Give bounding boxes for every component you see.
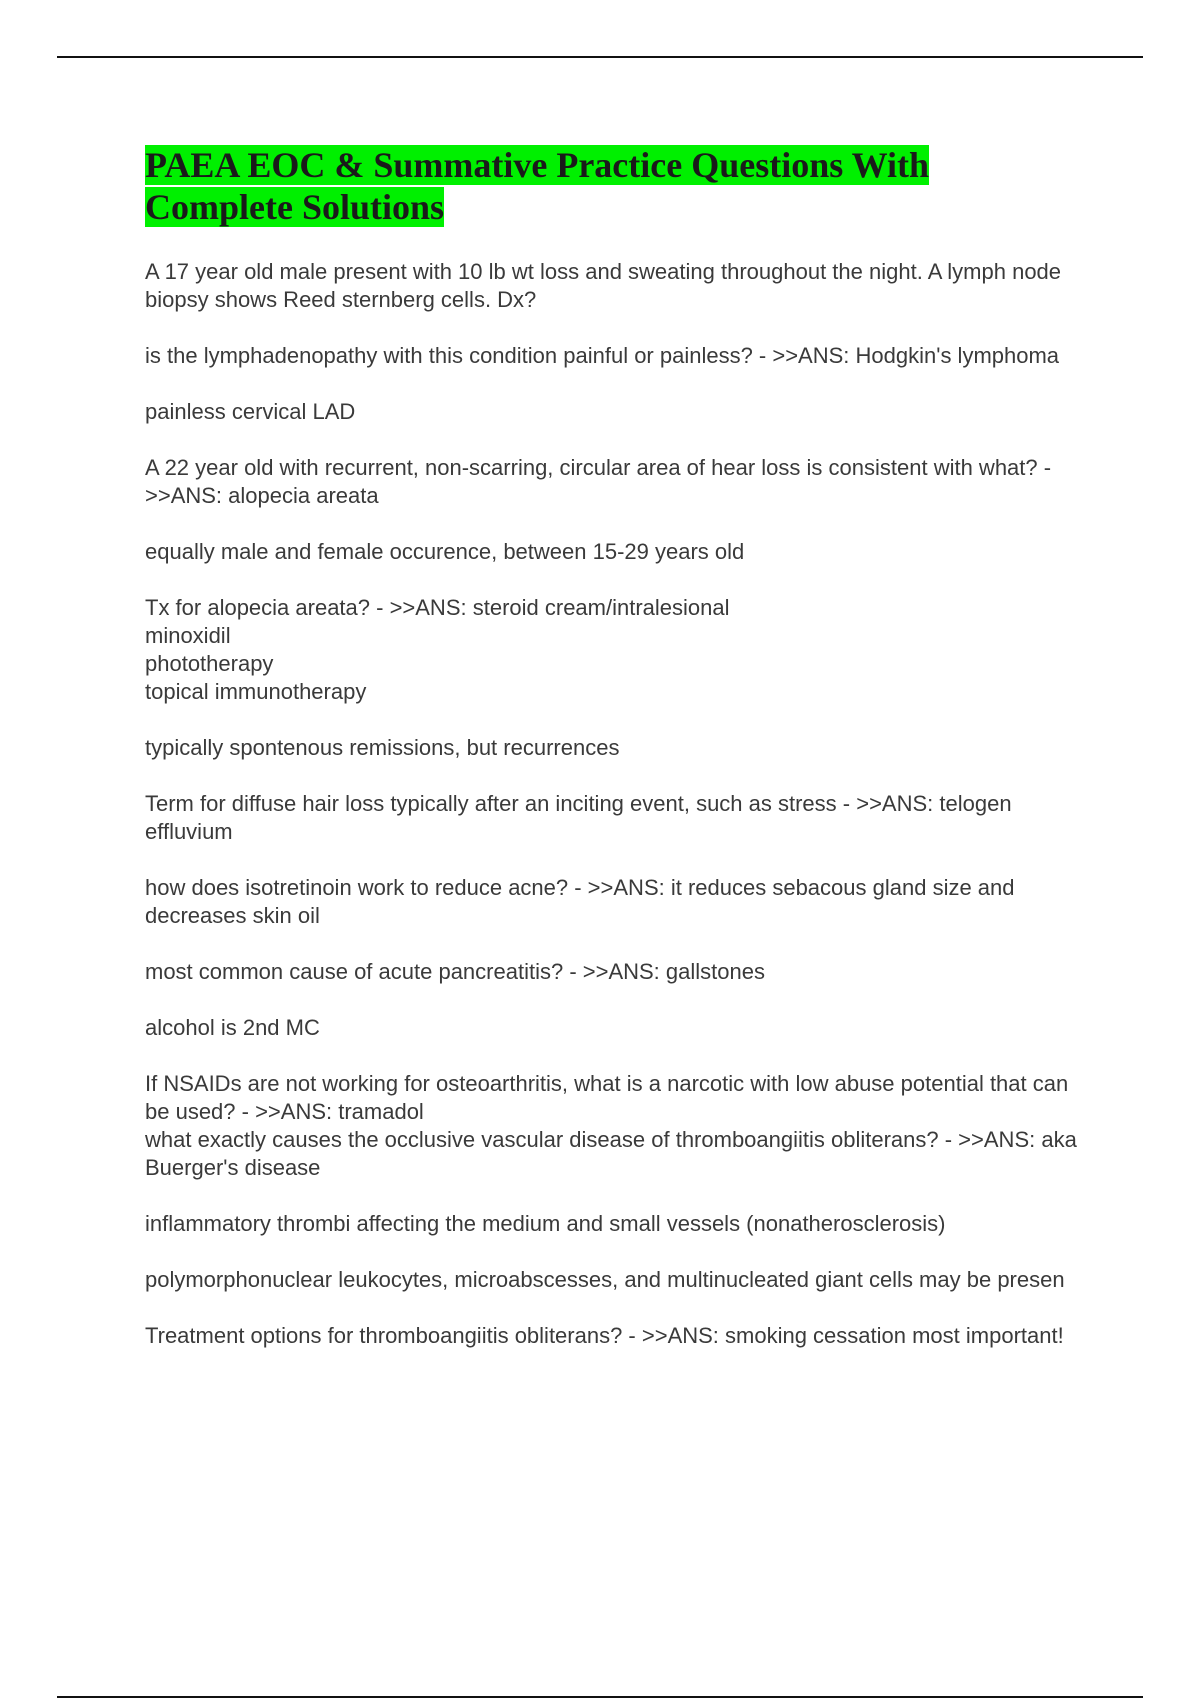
paragraph-4: A 22 year old with recurrent, non-scarring, circular area of hear loss is consistent with what? - >>ANS: alopecia areata [145, 455, 1052, 508]
paragraph-2: is the lymphadenopathy with this condition painful or painless? - >>ANS: Hodgkin's lymphoma [145, 343, 1060, 368]
paragraph-8: Term for diffuse hair loss typically after an inciting event, such as stress - >>ANS: telogen effluvium [145, 791, 1012, 844]
paragraph-6: Tx for alopecia areata? - >>ANS: steroid cream/intralesional minoxidil phototherapy topical immunotherapy [145, 595, 730, 704]
footer-rule [57, 1696, 1143, 1698]
paragraph-15: polymorphonuclear leukocytes, microabscesses, and multinucleated giant cells may be presen [145, 1267, 1065, 1292]
paragraph-12: If NSAIDs are not working for osteoarthritis, what is a narcotic with low abuse potential that can be used? - >>ANS: tramadol [145, 1071, 1069, 1124]
title-highlight: PAEA EOC & Summative Practice Questions With Complete Solutions [145, 145, 929, 227]
paragraph-16: Treatment options for thromboangiitis obliterans? - >>ANS: smoking cessation most important! [145, 1323, 1064, 1348]
header-rule [57, 56, 1143, 58]
paragraph-5: equally male and female occurence, between 15-29 years old [145, 539, 745, 564]
paragraph-13: what exactly causes the occlusive vascular disease of thromboangiitis obliterans? - >>ANS: aka Buerger's disease [145, 1127, 1077, 1180]
paragraph-9: how does isotretinoin work to reduce acne? - >>ANS: it reduces sebacous gland size and decreases skin oil [145, 875, 1015, 928]
document-body [145, 258, 1085, 1378]
paragraph-3: painless cervical LAD [145, 399, 356, 424]
paragraph-10: most common cause of acute pancreatitis? - >>ANS: gallstones [145, 959, 765, 984]
paragraph-1: A 17 year old male present with 10 lb wt loss and sweating throughout the night. A lymph node biopsy shows Reed sternberg cells. Dx? [145, 259, 1062, 312]
paragraph-11: alcohol is 2nd MC [145, 1015, 320, 1040]
paragraph-7: typically spontenous remissions, but recurrences [145, 735, 620, 760]
document-title [145, 144, 985, 228]
paragraph-14: inflammatory thrombi affecting the medium and small vessels (nonatherosclerosis) [145, 1211, 946, 1236]
